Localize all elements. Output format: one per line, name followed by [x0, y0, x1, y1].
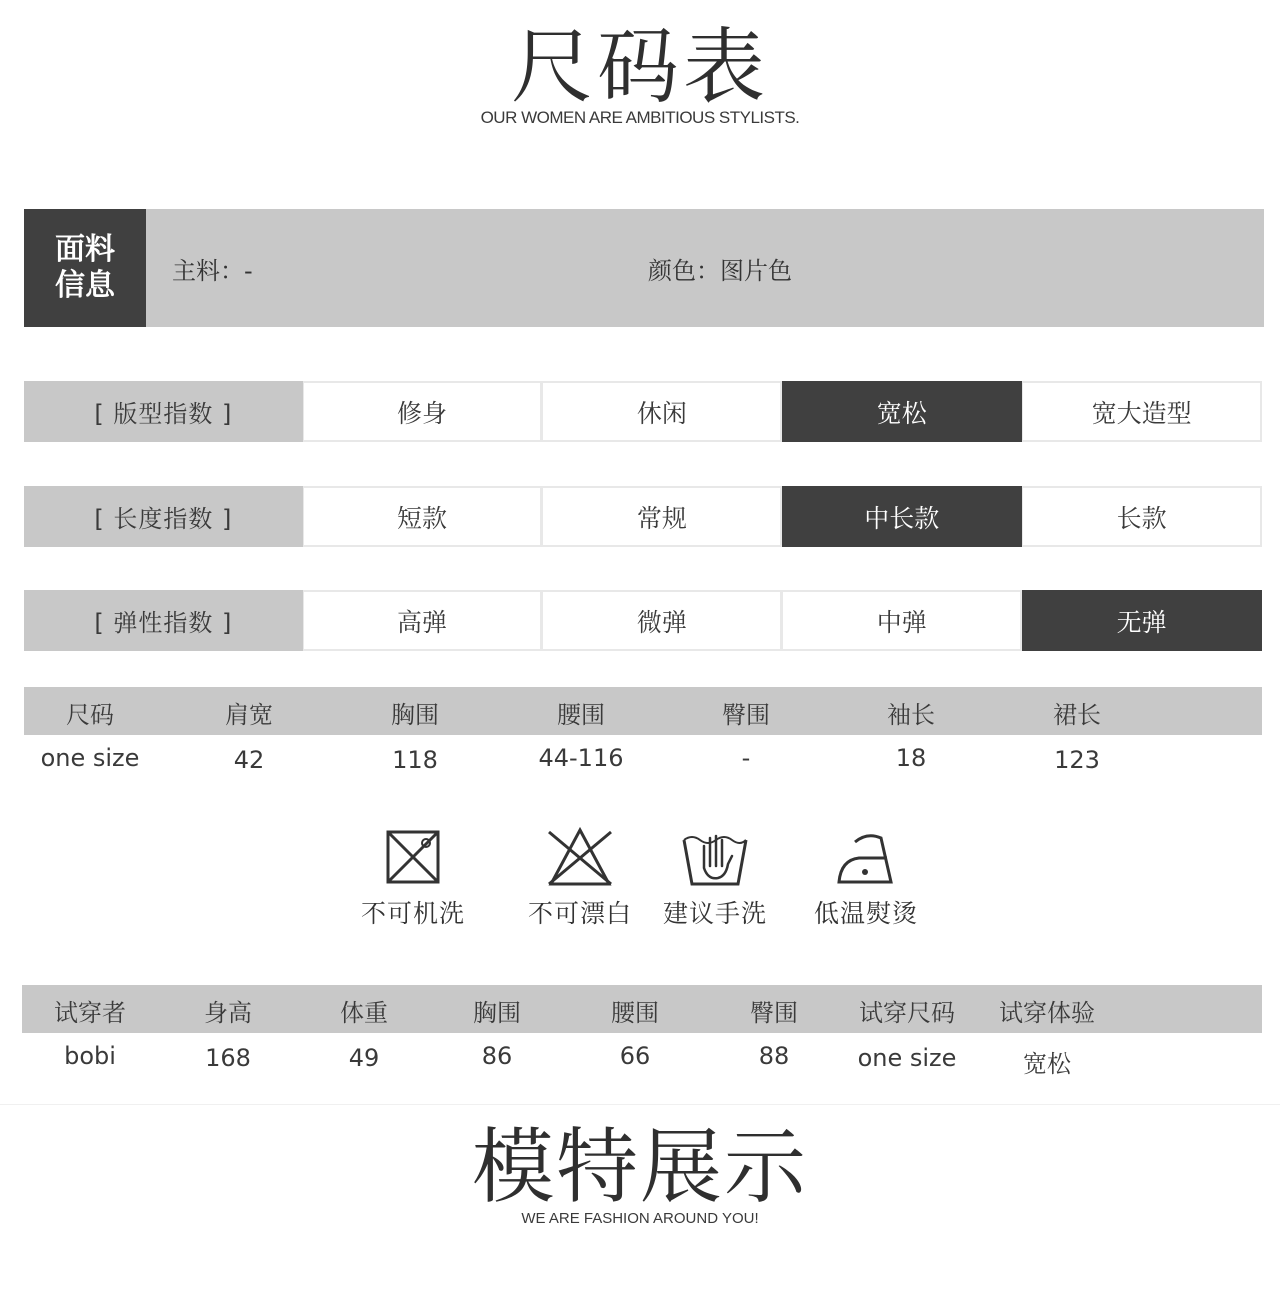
- size-cell: 18: [895, 744, 927, 772]
- model-header-cell: 臀围: [750, 999, 798, 1027]
- size-header-cell: 尺码: [66, 701, 114, 729]
- length-index-row: [24, 486, 1262, 547]
- model-header-cell: 体重: [340, 999, 388, 1027]
- fabric-main-material: 主料：-: [172, 257, 253, 285]
- size-cell: 123: [1054, 746, 1100, 774]
- size-header-cell: 裙长: [1053, 701, 1101, 729]
- page-title: 尺码表: [510, 20, 769, 115]
- fit-option: 宽大造型: [1022, 381, 1262, 442]
- size-header-cell: 胸围: [391, 701, 439, 729]
- length-option-selected: 中长款: [782, 486, 1022, 547]
- fit-option: 修身: [303, 381, 543, 442]
- care-item: [640, 826, 790, 930]
- model-cell: 86: [481, 1042, 513, 1070]
- size-cell: 118: [392, 746, 438, 774]
- no-machine-wash-icon: [378, 826, 448, 888]
- model-cell: 66: [619, 1042, 651, 1070]
- elasticity-option: 中弹: [782, 590, 1022, 651]
- model-showcase-subtitle: WE ARE FASHION AROUND YOU!: [521, 1210, 759, 1227]
- model-header-cell: 身高: [204, 999, 252, 1027]
- elasticity-option: 高弹: [303, 590, 543, 651]
- length-index-label: [ 长度指数 ]: [24, 486, 303, 547]
- care-item: [791, 826, 941, 930]
- size-table-row: [24, 742, 1262, 782]
- fit-index-row: [24, 381, 1262, 442]
- hand-wash-icon: [680, 826, 750, 888]
- model-header-cell: 腰围: [611, 999, 659, 1027]
- fit-option-selected: 宽松: [782, 381, 1022, 442]
- fabric-color: 颜色：图片色: [648, 257, 792, 285]
- care-label: 不可漂白: [527, 899, 632, 928]
- length-option: 常规: [542, 486, 782, 547]
- size-header-cell: 臀围: [722, 701, 770, 729]
- model-header-cell: 试穿者: [54, 999, 126, 1027]
- model-header-cell: 胸围: [473, 999, 521, 1027]
- size-cell: 44-116: [538, 744, 624, 772]
- elasticity-option-selected: 无弹: [1022, 590, 1262, 651]
- length-option: 长款: [1022, 486, 1262, 547]
- care-item: [338, 826, 488, 930]
- length-option: 短款: [303, 486, 543, 547]
- no-bleach-icon: [545, 826, 615, 888]
- model-header-cell: 试穿体验: [999, 999, 1095, 1027]
- model-cell: 49: [348, 1044, 380, 1072]
- size-header-cell: 肩宽: [225, 701, 273, 729]
- size-cell: -: [741, 744, 751, 772]
- size-cell: 42: [233, 746, 265, 774]
- size-header-cell: 袖长: [887, 701, 935, 729]
- fabric-info-block: [24, 209, 1264, 327]
- elasticity-option: 微弹: [542, 590, 782, 651]
- elasticity-index-label: [ 弹性指数 ]: [24, 590, 303, 651]
- elasticity-index-row: [24, 590, 1262, 651]
- fabric-info-label: 面料信息: [24, 209, 146, 327]
- model-cell: 宽松: [1023, 1050, 1071, 1078]
- section-divider: [0, 1104, 1280, 1105]
- model-header-cell: 试穿尺码: [859, 999, 955, 1027]
- fit-option: 休闲: [542, 381, 782, 442]
- model-showcase-title: 模特展示: [471, 1120, 808, 1215]
- fit-index-label: [ 版型指数 ]: [24, 381, 303, 442]
- size-header-cell: 腰围: [557, 701, 605, 729]
- care-label: 建议手洗: [662, 899, 767, 928]
- model-cell: 88: [758, 1042, 790, 1070]
- size-cell: one size: [40, 744, 140, 772]
- model-cell: 168: [205, 1044, 251, 1072]
- page-subtitle: OUR WOMEN ARE AMBITIOUS STYLISTS.: [480, 108, 800, 127]
- care-label: 低温熨烫: [813, 899, 918, 928]
- model-cell: one size: [857, 1044, 957, 1072]
- care-item: [505, 826, 655, 930]
- size-table-header: [24, 687, 1262, 735]
- model-table-header: [22, 985, 1262, 1033]
- low-temp-iron-icon: [831, 826, 901, 888]
- model-table-row: [22, 1040, 1262, 1080]
- model-cell: bobi: [64, 1042, 116, 1070]
- care-label: 不可机洗: [360, 899, 465, 928]
